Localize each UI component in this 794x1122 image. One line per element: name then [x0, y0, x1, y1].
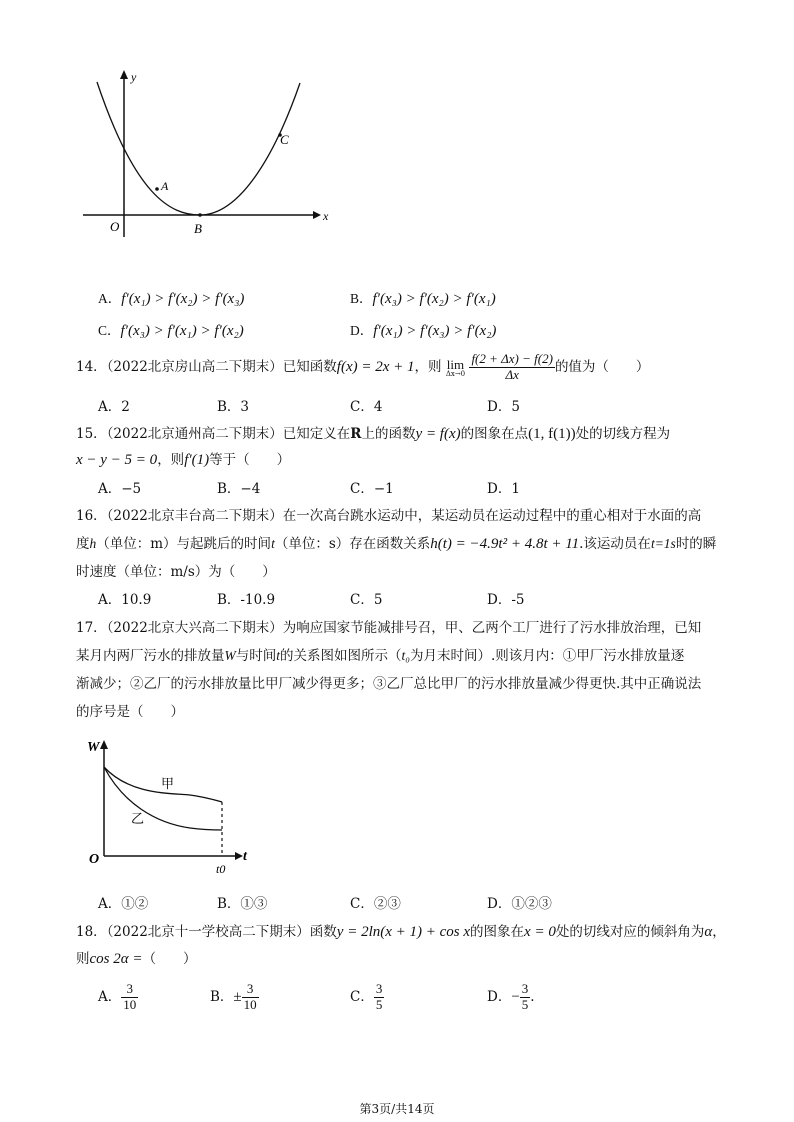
- jia-label: 甲: [161, 776, 175, 791]
- q15-line1: 15．（2022北京通州高二下期末）已知定义在R上的函数y = f(x)的图象在点(1, f(1))处的切线方程为: [76, 426, 671, 442]
- q14-option-b[interactable]: B．3: [217, 399, 250, 415]
- q15-option-c[interactable]: C．−1: [350, 481, 394, 497]
- t0-label: t0: [216, 862, 226, 876]
- w-label: W: [87, 740, 100, 755]
- q13-option-b[interactable]: B．f′(x₃) > f′(x₂) > f′(x₁): [350, 291, 496, 307]
- q17-option-c[interactable]: C．②③: [350, 896, 401, 912]
- t-axis-arrow: [235, 852, 243, 860]
- q17-option-d[interactable]: D．①②③: [487, 896, 552, 912]
- q16-line1: 16．（2022北京丰台高二下期末）在一次高台跳水运动中，某运动员在运动过程中的重心相对于水面的高: [76, 508, 702, 524]
- point-a-label: A: [161, 179, 169, 193]
- q14-fraction: $\frac{f(2 + \Delta x) - f(2)}{\Delta x}$: [471, 351, 553, 382]
- q14-option-c[interactable]: C．4: [350, 399, 383, 415]
- q18-option-c[interactable]: C． $\frac{3}{5}$: [350, 981, 383, 1012]
- q18-option-b[interactable]: B．± $\frac{3}{10}$: [210, 981, 257, 1012]
- q16-option-c[interactable]: C．5: [350, 592, 383, 608]
- q17-line3: 渐减少；②乙厂的污水排放量比甲厂减少得更多；③乙厂总比甲厂的污水排放量减少得更快.其中正确说法: [76, 676, 702, 692]
- y-label: y: [131, 70, 137, 84]
- x-label: x: [323, 209, 329, 223]
- emission-graph: [85, 735, 260, 880]
- q17-line4: 的序号是（ ）: [76, 704, 184, 720]
- q15-line2: x − y − 5 = 0，则f′(1)等于（ ）: [76, 452, 291, 468]
- point-c-label: C: [280, 132, 289, 147]
- point-a: [155, 187, 159, 191]
- q15-option-d[interactable]: D．1: [487, 481, 520, 497]
- x-axis-arrow: [313, 211, 321, 219]
- point-b-label: B: [194, 221, 202, 236]
- q13-option-c[interactable]: C．f′(x₃) > f′(x₁) > f′(x₂): [98, 323, 244, 339]
- q16-line2: 度h（单位：m）与起跳后的时间t（单位：s）存在函数关系h(t) = −4.9t² + 4.8t + 11.该运动员在t=1s时的瞬: [76, 536, 717, 552]
- q17-option-b[interactable]: B．①③: [217, 896, 268, 912]
- q14-stem: 14．（2022北京房山高二下期末）已知函数f(x) = 2x + 1，则 lim Δx→0 $\frac{f(2 + \Delta x) - f(2)}{\Delta x}$ 的值为（ ）: [76, 351, 650, 382]
- q17-line1: 17．（2022北京大兴高二下期末）为响应国家节能减排号召，甲、乙两个工厂进行了污水排放治理，已知: [76, 620, 702, 636]
- origin-label: O: [110, 219, 120, 234]
- parabola-curve: [97, 82, 300, 215]
- q18-line1: 18．（2022北京十一学校高二下期末）函数y = 2ln(x + 1) + cos x的图象在x = 0处的切线对应的倾斜角为α，: [76, 924, 726, 940]
- q18-option-a[interactable]: A． $\frac{3}{10}$: [98, 981, 137, 1012]
- q18-option-d[interactable]: D．− $\frac{3}{5}$ .: [487, 981, 535, 1012]
- t-label: t: [243, 849, 247, 864]
- q16-option-a[interactable]: A．10.9: [98, 592, 152, 608]
- yi-label: 乙: [131, 811, 145, 826]
- w-axis-arrow: [100, 740, 108, 749]
- q16-line3: 时速度（单位：m/s）为（ ）: [76, 564, 276, 580]
- y-axis-arrow: [120, 70, 128, 79]
- point-b: [198, 213, 202, 217]
- origin-label: O: [89, 852, 100, 867]
- q14-option-d[interactable]: D．5: [487, 399, 520, 415]
- q16-option-b[interactable]: B．-10.9: [217, 592, 276, 608]
- q16-option-d[interactable]: D．-5: [487, 592, 525, 608]
- q13-option-d[interactable]: D．f′(x₁) > f′(x₃) > f′(x₂): [350, 323, 497, 339]
- page-footer: 第3页/共14页: [359, 1102, 435, 1116]
- q13-option-a[interactable]: A．f′(x₁) > f′(x₂) > f′(x₃): [98, 291, 245, 307]
- q18-line2: 则cos 2α =（ ）: [76, 951, 197, 967]
- q14-option-a[interactable]: A．2: [98, 399, 130, 415]
- q15-option-a[interactable]: A．−5: [98, 481, 142, 497]
- limit-operator: lim Δx→0: [445, 356, 466, 378]
- parabola-graph: [75, 65, 345, 240]
- q15-option-b[interactable]: B．−4: [217, 481, 261, 497]
- q17-line2: 某月内两厂污水的排放量W与时间t的关系图如图所示（t₀为月末时间）.则该月内：①甲厂污水排放量逐: [76, 648, 685, 664]
- q17-option-a[interactable]: A．①②: [98, 896, 149, 912]
